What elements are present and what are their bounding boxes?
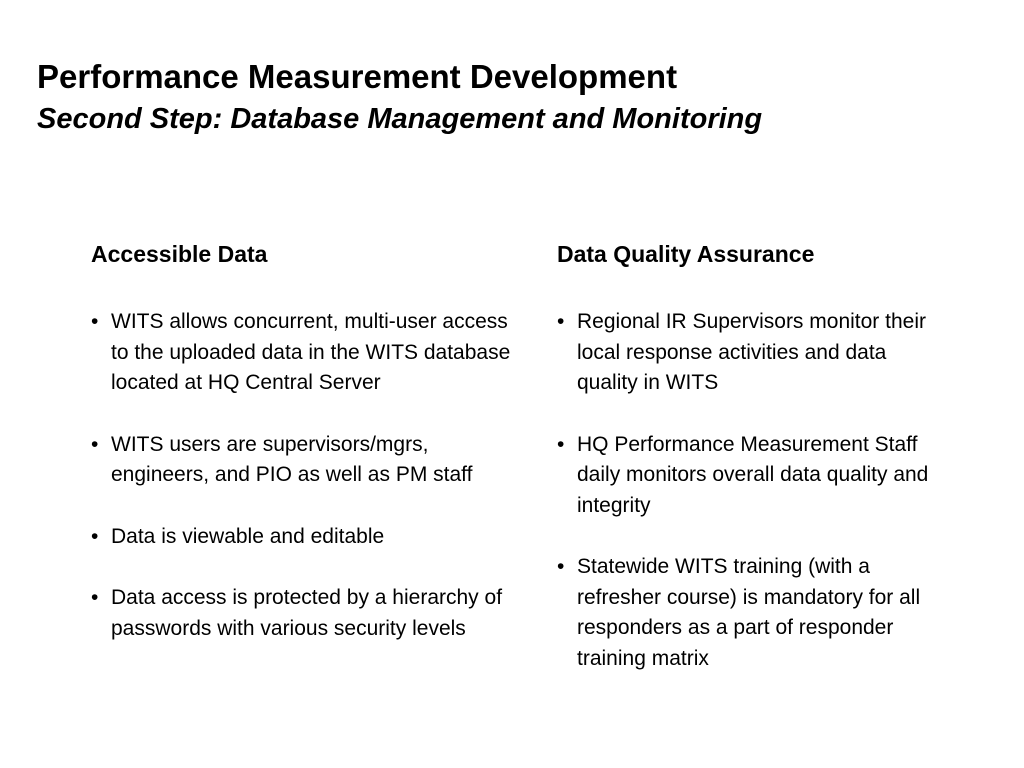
list-item: [91, 430, 521, 491]
list-item: [557, 552, 957, 674]
list-item-text: Data is viewable and editable: [111, 524, 385, 548]
list-item: [91, 583, 521, 644]
list-item: [557, 307, 957, 399]
slide-subtitle: Second Step: Database Management and Monitoring: [37, 103, 763, 135]
slide-title: Performance Measurement Development: [37, 58, 678, 95]
bullet-icon: •: [91, 310, 99, 333]
list-item-text: Regional IR Supervisors monitor their local response activities and data quality in WITS: [577, 310, 926, 394]
accessible-data-column: [91, 240, 521, 675]
list-item-text: Data access is protected by a hierarchy of passwords with various security levels: [111, 586, 503, 640]
data-quality-list: [557, 307, 957, 674]
bullet-icon: •: [91, 524, 99, 548]
list-item-text: HQ Performance Measurement Staff daily monitors overall data quality and integrity: [577, 432, 929, 517]
bullet-icon: •: [557, 310, 565, 333]
bullet-icon: •: [557, 555, 565, 578]
list-item-text: WITS users are supervisors/mgrs, engineers, and PIO as well as PM staff: [111, 432, 473, 486]
data-quality-heading: Data Quality Assurance: [557, 241, 815, 267]
list-item: [91, 522, 521, 553]
accessible-data-list: [91, 307, 521, 644]
accessible-data-heading: Accessible Data: [91, 241, 268, 267]
list-item-text: Statewide WITS training (with a refresher course) is mandatory for all responders as a part of responder training matrix: [577, 555, 921, 670]
bullet-icon: •: [557, 432, 565, 456]
bullet-icon: •: [91, 586, 99, 609]
list-item-text: WITS allows concurrent, multi-user access to the uploaded data in the WITS database located at HQ Central Server: [111, 310, 511, 394]
list-item: [557, 430, 957, 522]
list-item: [91, 307, 521, 399]
title-block: [37, 58, 762, 136]
data-quality-column: [557, 240, 957, 705]
bullet-icon: •: [91, 432, 99, 456]
